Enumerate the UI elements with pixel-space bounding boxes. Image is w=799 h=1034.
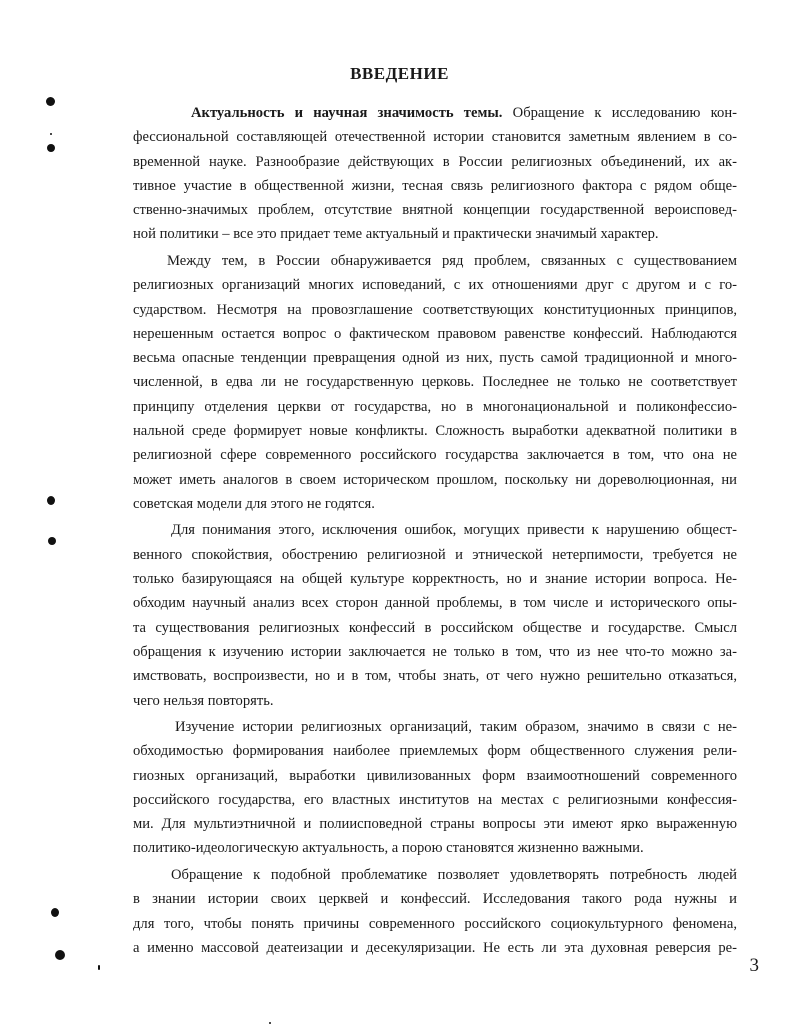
text-line: принципу отделения церкви от государства, но в многонациональной и поликонфессио- bbox=[133, 398, 737, 415]
text-line: Обращение к подобной проблематике позволяет удовлетворять потребность людей bbox=[171, 866, 737, 883]
text-line: венного спокойствия, обострению религиозной и этнической нетерпимости, требуется не bbox=[133, 546, 737, 563]
paragraph-appeal bbox=[133, 863, 737, 960]
text-line: весьма опасные тенденции превращения одной из них, пусть самой традиционной и много- bbox=[133, 350, 737, 367]
text-line: сударством. Несмотря на провозглашение соответствующих конституционных принципов, bbox=[133, 301, 737, 318]
paragraph-problems bbox=[133, 249, 737, 516]
text-line: ственно-значимых проблем, отсутствие внятной концепции государственной вероисповед- bbox=[133, 202, 737, 219]
text-line: имствовать, воспроизвести, но и в том, чтобы знать, от чего нужно решительно отказаться, bbox=[133, 668, 737, 685]
text-line: нерешенным остается вопрос о фактическом правовом равенстве конфессий. Наблюдаются bbox=[133, 325, 737, 342]
text-line: та существования религиозных конфессий в российском обществе и государстве. Смысл bbox=[133, 619, 737, 636]
text-line: обходим научный анализ всех сторон данной проблемы, в том числе и исторического опы- bbox=[133, 595, 737, 612]
text-line: Для понимания этого, исключения ошибок, могущих привести к нарушению общест- bbox=[171, 522, 737, 539]
text-line: Изучение истории религиозных организаций, таким образом, значимо в связи с не- bbox=[175, 718, 737, 735]
scan-speck bbox=[98, 965, 100, 970]
body-text bbox=[133, 101, 737, 960]
scan-speck bbox=[48, 537, 56, 545]
scan-speck bbox=[46, 97, 55, 106]
text-line: религиозной сфере современного российского государства заключается в том, что она не bbox=[133, 447, 737, 464]
text-line: ной политики – все это придает теме актуальный и практически значимый характер. bbox=[133, 226, 659, 243]
scan-speck bbox=[50, 133, 52, 135]
scan-speck bbox=[47, 496, 55, 505]
scan-speck bbox=[269, 1022, 271, 1024]
text-line: ми. Для мультиэтничной и полиисповедной страны вопросы эти имеют ярко выраженную bbox=[133, 816, 737, 833]
scan-speck bbox=[55, 950, 65, 960]
paragraph-study bbox=[133, 715, 737, 861]
text-line: религиозных организаций многих исповеданий, с их отношениями друг с другом и с го- bbox=[133, 277, 737, 294]
text-line: в знании истории своих церквей и конфессий. Исследования такого рода нужны и bbox=[133, 891, 737, 908]
relevance-lead: Актуальность и научная значимость темы. bbox=[191, 105, 503, 121]
text-line: обходимостью формирования наиболее приемлемых форм общественного служения рели- bbox=[133, 743, 737, 760]
text-line: может иметь аналогов в своем историческом прошлом, поскольку ни дореволюционная, ни bbox=[133, 471, 737, 488]
text-line: фессиональной составляющей отечественной истории становится заметным явлением в со- bbox=[133, 129, 737, 146]
scan-speck bbox=[47, 144, 55, 152]
text-line: российского государства, его властных институтов на местах с религиозными конфессия- bbox=[133, 791, 737, 808]
scan-speck bbox=[51, 908, 59, 917]
paragraph-understanding bbox=[133, 518, 737, 712]
text-line: Между тем, в России обнаруживается ряд проблем, связанных с существованием bbox=[167, 252, 737, 269]
text-line: а именно массовой деатеизации и десекуляризации. Не есть ли эта духовная реверсия ре- bbox=[133, 939, 737, 956]
text-line: тивное участие в общественной жизни, тесная связь религиозного фактора с рядом обще- bbox=[133, 177, 737, 194]
text-line: гиозных организаций, выработки цивилизованных форм взаимоотношений современного bbox=[133, 767, 737, 784]
text-line: политико-идеологическую актуальность, а порою становятся жизненно важными. bbox=[133, 840, 644, 857]
text-line: советская модели для этого не годятся. bbox=[133, 495, 375, 512]
text-line: чего нельзя повторять. bbox=[133, 692, 274, 709]
text-line: обращения к изучению истории заключается не только в том, что из нее что-то можно за- bbox=[133, 643, 737, 660]
page-number: 3 bbox=[749, 955, 759, 976]
text-line: для того, чтобы понять причины современного российского социокультурного феномена, bbox=[133, 915, 737, 932]
text-line: численной, в едва ли не государственную церковь. Последнее не только не соответствует bbox=[133, 374, 737, 391]
text-line: временной науке. Разнообразие действующих в России религиозных объединений, их ак- bbox=[133, 153, 737, 170]
page-heading: ВВЕДЕНИЕ bbox=[350, 64, 449, 83]
text-line: только базирующаяся на общей культуре корректность, но и знание истории вопроса. Не- bbox=[133, 571, 737, 588]
paragraph-relevance bbox=[133, 101, 737, 247]
text-line: нальной среде формирует новые конфликты. Сложность выработки адекватной политики в bbox=[133, 423, 737, 440]
text-line: Актуальность и научная значимость темы. Обращение к исследованию кон- bbox=[191, 105, 737, 121]
